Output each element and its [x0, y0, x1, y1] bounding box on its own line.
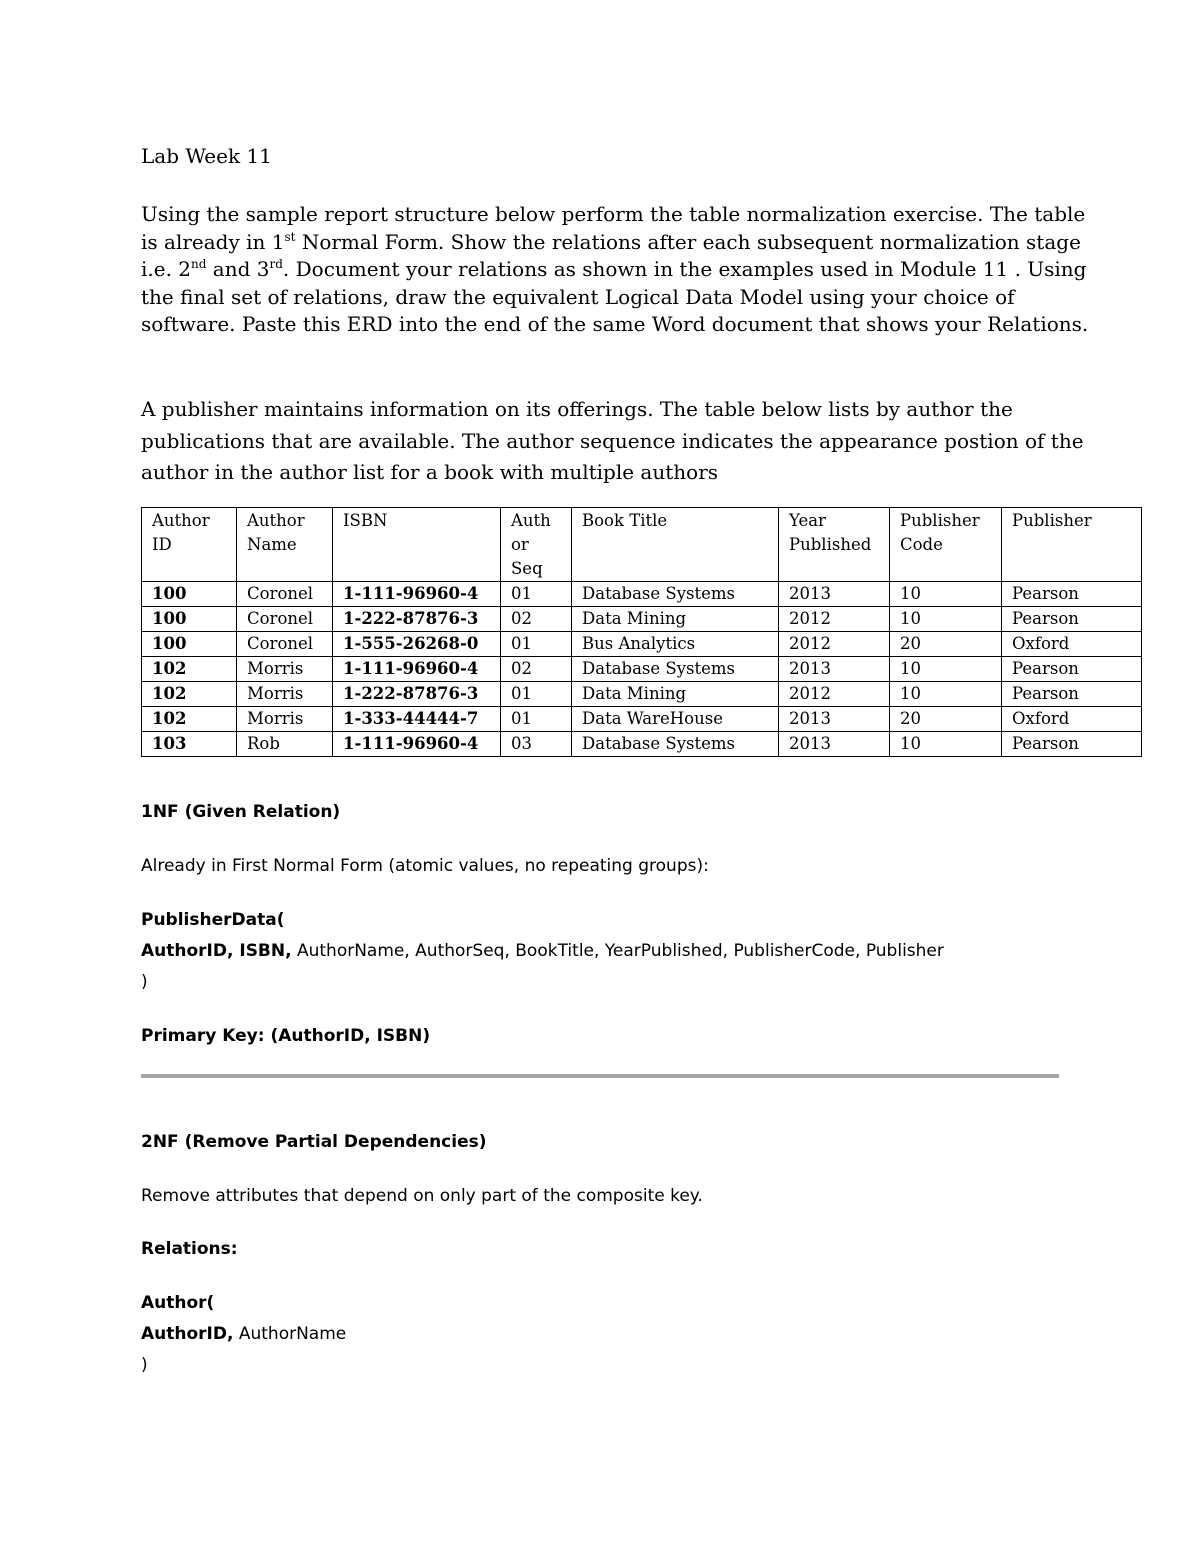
- table-row: [142, 707, 1142, 732]
- table-cell: 01: [501, 582, 572, 607]
- header-cell: Publisher: [1002, 508, 1142, 582]
- nf2-heading: 2NF (Remove Partial Dependencies): [141, 1132, 487, 1152]
- nf1-key-attributes: AuthorID, ISBN,: [141, 941, 292, 961]
- table-cell: Oxford: [1002, 632, 1142, 657]
- table-cell: Data Mining: [572, 607, 779, 632]
- table-cell: 1-222-87876-3: [333, 682, 501, 707]
- header-cell: ISBN: [333, 508, 501, 582]
- table-cell: 2012: [779, 632, 890, 657]
- table-cell: 03: [501, 732, 572, 757]
- instructions-paragraph: [141, 201, 1101, 339]
- table-cell: Data WareHouse: [572, 707, 779, 732]
- table-cell: Database Systems: [572, 657, 779, 682]
- table-cell: 10: [890, 682, 1002, 707]
- publications-table: [141, 507, 1142, 757]
- table-cell: Oxford: [1002, 707, 1142, 732]
- table-cell: Coronel: [237, 582, 333, 607]
- table-cell: Morris: [237, 657, 333, 682]
- table-header-row: [142, 508, 1142, 582]
- table-cell: 1-111-96960-4: [333, 657, 501, 682]
- nf1-heading: 1NF (Given Relation): [141, 802, 341, 822]
- table-cell: 02: [501, 607, 572, 632]
- table-row: [142, 582, 1142, 607]
- table-cell: 10: [890, 582, 1002, 607]
- description-paragraph: A publisher maintains information on its offerings. The table below lists by author the publications that are available. The author sequence indicates the appearance postion of the author in the author list for a book with multiple authors: [141, 397, 1084, 484]
- header-cell: Publisher Code: [890, 508, 1002, 582]
- table-cell: 100: [142, 632, 237, 657]
- header-cell: Book Title: [572, 508, 779, 582]
- instructions-text-2: Normal Form. Show the relations after each subsequent normalization stage i.e. 2: [141, 229, 1081, 281]
- table-cell: 10: [890, 607, 1002, 632]
- table-cell: 10: [890, 657, 1002, 682]
- table-cell: Pearson: [1002, 732, 1142, 757]
- header-cell: Author Name: [237, 508, 333, 582]
- header-cell: Auth or Seq: [501, 508, 572, 582]
- table-cell: Pearson: [1002, 657, 1142, 682]
- table-cell: Coronel: [237, 607, 333, 632]
- table-cell: 102: [142, 657, 237, 682]
- table-cell: Pearson: [1002, 582, 1142, 607]
- table-cell: Database Systems: [572, 732, 779, 757]
- nf2-note: Remove attributes that depend on only part of the composite key.: [141, 1186, 703, 1206]
- table-cell: Morris: [237, 707, 333, 732]
- table-cell: 1-222-87876-3: [333, 607, 501, 632]
- table-row: [142, 682, 1142, 707]
- table-cell: 103: [142, 732, 237, 757]
- nf2-key-attributes: AuthorID,: [141, 1324, 234, 1344]
- table-cell: 1-555-26268-0: [333, 632, 501, 657]
- nf2-relation-name: Author(: [141, 1293, 215, 1313]
- header-cell: Year Published: [779, 508, 890, 582]
- table-cell: 100: [142, 582, 237, 607]
- page-title: Lab Week 11: [141, 144, 272, 168]
- nf1-primary-key: Primary Key: (AuthorID, ISBN): [141, 1026, 431, 1046]
- table-cell: 1-111-96960-4: [333, 732, 501, 757]
- nf2-relation-close: ): [141, 1355, 148, 1375]
- nf1-relation-attributes: [141, 941, 944, 961]
- nf1-relation-close: ): [141, 972, 148, 992]
- table-cell: Bus Analytics: [572, 632, 779, 657]
- table-cell: 10: [890, 732, 1002, 757]
- instructions-text-3: and 3: [206, 257, 270, 281]
- table-cell: 1-111-96960-4: [333, 582, 501, 607]
- table-cell: 2012: [779, 682, 890, 707]
- table-cell: 02: [501, 657, 572, 682]
- nf2-relations-label: Relations:: [141, 1239, 238, 1259]
- superscript-rd: rd: [269, 257, 283, 271]
- table-cell: 1-333-44444-7: [333, 707, 501, 732]
- nf1-relation-name: PublisherData(: [141, 910, 285, 930]
- table-cell: 100: [142, 607, 237, 632]
- table-cell: 2013: [779, 657, 890, 682]
- table-cell: Data Mining: [572, 682, 779, 707]
- table-cell: Rob: [237, 732, 333, 757]
- table-cell: 01: [501, 682, 572, 707]
- instructions-text-1: Using the sample report structure below perform the table normalization exercise. The table is already in 1: [141, 202, 1086, 254]
- table-cell: 20: [890, 707, 1002, 732]
- nf2-relation-attributes: [141, 1324, 346, 1344]
- table-row: [142, 632, 1142, 657]
- nf1-note: Already in First Normal Form (atomic values, no repeating groups):: [141, 856, 709, 876]
- nf1-nonkey-attributes: AuthorName, AuthorSeq, BookTitle, YearPublished, PublisherCode, Publisher: [291, 941, 944, 961]
- table-row: [142, 657, 1142, 682]
- table-cell: Pearson: [1002, 682, 1142, 707]
- table-cell: Database Systems: [572, 582, 779, 607]
- table-cell: Pearson: [1002, 607, 1142, 632]
- table-cell: 2013: [779, 582, 890, 607]
- header-cell: Author ID: [142, 508, 237, 582]
- table-cell: 20: [890, 632, 1002, 657]
- table-row: [142, 607, 1142, 632]
- table-cell: 102: [142, 707, 237, 732]
- superscript-nd: nd: [191, 257, 207, 271]
- table-cell: 102: [142, 682, 237, 707]
- table-row: [142, 732, 1142, 757]
- horizontal-divider: [141, 1074, 1059, 1078]
- table-cell: 2013: [779, 732, 890, 757]
- instructions-text-4: . Document your relations as shown in the examples used in Module 11 . Using the final set of relations, draw the equivalent Logical Data Model using your choice of software. Paste this ERD into the end of the same Word document that shows your Relations.: [141, 257, 1089, 336]
- nf2-nonkey-attributes: AuthorName: [233, 1324, 347, 1344]
- table-cell: Coronel: [237, 632, 333, 657]
- table-cell: 01: [501, 707, 572, 732]
- table-cell: 01: [501, 632, 572, 657]
- table-cell: 2012: [779, 607, 890, 632]
- table-cell: 2013: [779, 707, 890, 732]
- table-cell: Morris: [237, 682, 333, 707]
- superscript-st: st: [284, 229, 296, 244]
